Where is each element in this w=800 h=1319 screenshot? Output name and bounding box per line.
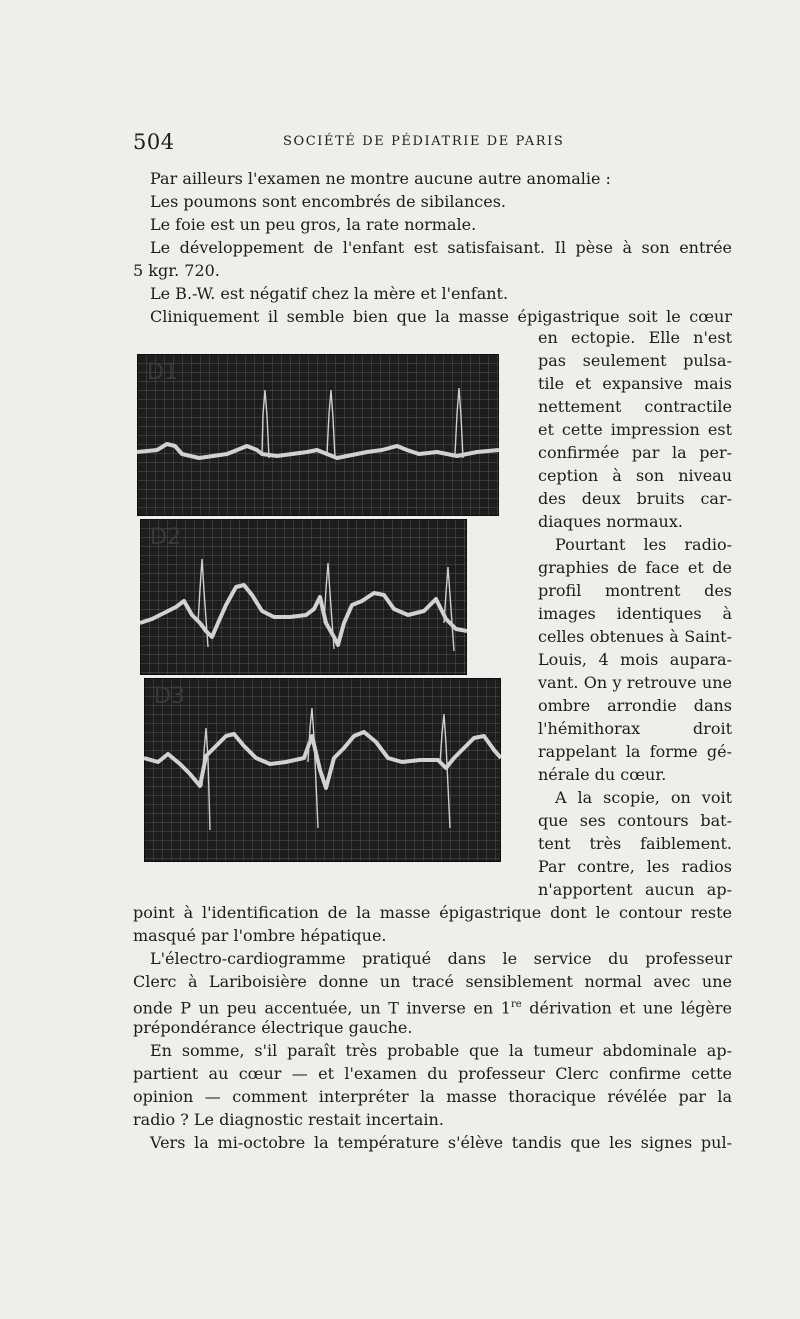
ecg-lead-label: D2 (150, 525, 181, 550)
text-line: L'électro-cardiogramme pratiqué dans le service du professeur (150, 949, 732, 968)
text-line: Cliniquement il semble bien que la masse épigastrique soit le cœur (150, 307, 732, 326)
text-line: Le foie est un peu gros, la rate normale. (150, 215, 477, 234)
column-line: Louis, 4 mois aupara- (538, 650, 732, 669)
column-line: des deux bruits car- (538, 489, 732, 508)
column-line: graphies de face et de (538, 558, 732, 577)
text-line (133, 994, 732, 1019)
column-line: l'hémithorax droit (538, 719, 732, 738)
text-line: opinion — comment interpréter la masse thoracique révélée par la (133, 1087, 732, 1106)
column-line: celles obtenues à Saint- (538, 627, 732, 646)
ecg-strip-d3 (144, 678, 501, 862)
ecg-strip-d2 (140, 519, 467, 675)
text-line: point à l'identification de la masse épigastrique dont le contour reste (133, 903, 732, 922)
text-line: Le développement de l'enfant est satisfaisant. Il pèse à son entrée (150, 238, 732, 257)
column-line: nettement contractile (538, 397, 732, 416)
column-line: tile et expansive mais (538, 374, 732, 393)
superscript: re (510, 999, 522, 1010)
text-line: partient au cœur — et l'examen du professeur Clerc confirme cette (133, 1064, 732, 1083)
text-line: masqué par l'ombre hépatique. (133, 926, 387, 945)
ecg-trace-d3 (144, 678, 501, 862)
ecg-trace-d2 (140, 519, 467, 675)
text-line: prépondérance électrique gauche. (133, 1018, 413, 1037)
column-line: et cette impression est (538, 420, 732, 439)
column-line: Pourtant les radio- (555, 535, 732, 554)
running-title: SOCIÉTÉ DE PÉDIATRIE DE PARIS (283, 134, 565, 149)
text-fragment: dérivation et une légère (521, 998, 732, 1018)
column-line: ombre arrondie dans (538, 696, 732, 715)
column-line: en ectopie. Elle n'est (538, 328, 732, 347)
text-line: Clerc à Lariboisière donne un tracé sensiblement normal avec une (133, 972, 732, 991)
column-line: profil montrent des (538, 581, 732, 600)
column-line: pas seulement pulsa- (538, 351, 732, 370)
text-fragment: onde P un peu accentuée, un T inverse en 1 (133, 998, 511, 1018)
column-line: que ses contours bat- (538, 811, 732, 830)
text-line: Le B.-W. est négatif chez la mère et l'enfant. (150, 284, 509, 303)
page-number: 504 (133, 130, 175, 154)
column-line: vant. On y retrouve une (538, 673, 732, 692)
ecg-strip-d1 (137, 354, 499, 516)
text-line: radio ? Le diagnostic restait incertain. (133, 1110, 444, 1129)
column-line: confirmée par la per- (538, 443, 732, 462)
ecg-trace-d1 (137, 354, 499, 516)
column-line: A la scopie, on voit (555, 788, 732, 807)
column-line: diaques normaux. (538, 512, 683, 531)
text-line: 5 kgr. 720. (133, 261, 220, 280)
text-line: Vers la mi-octobre la température s'élève tandis que les signes pul- (150, 1133, 732, 1152)
column-line: Par contre, les radios (538, 857, 732, 876)
ecg-lead-label: D3 (154, 684, 185, 709)
column-line: n'apportent aucun ap- (538, 880, 732, 899)
column-line: ception à son niveau (538, 466, 732, 485)
column-line: tent très faiblement. (538, 834, 732, 853)
text-line: Les poumons sont encombrés de sibilances. (150, 192, 507, 211)
text-line: En somme, s'il paraît très probable que la tumeur abdominale ap- (150, 1041, 732, 1060)
column-line: nérale du cœur. (538, 765, 667, 784)
column-line: rappelant la forme gé- (538, 742, 732, 761)
column-line: images identiques à (538, 604, 732, 623)
page-header (133, 130, 733, 154)
ecg-lead-label: D1 (147, 360, 178, 385)
text-line: Par ailleurs l'examen ne montre aucune autre anomalie : (150, 169, 611, 188)
